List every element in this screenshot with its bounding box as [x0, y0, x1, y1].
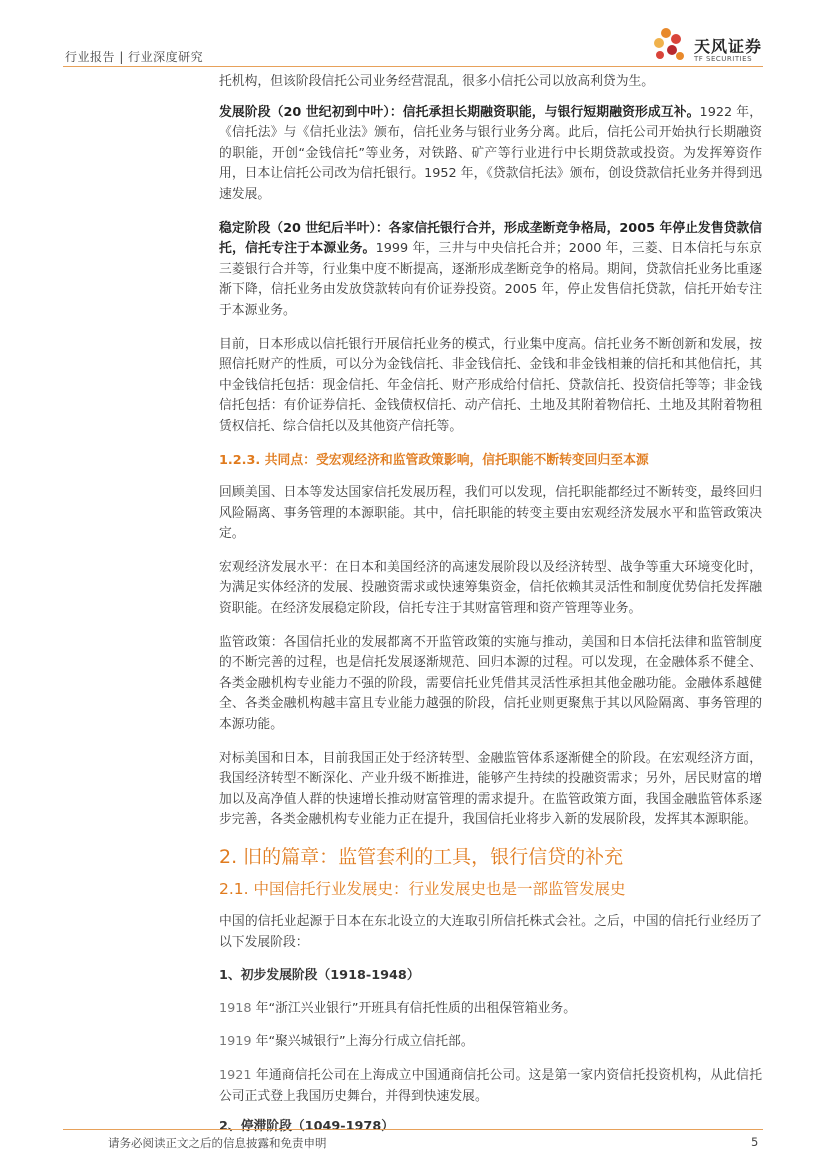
event-1918-year: 1918 — [219, 1000, 252, 1016]
footer-divider — [63, 1129, 763, 1130]
event-1919 — [219, 1032, 762, 1053]
logo-chinese-name: 天风证券 — [694, 37, 763, 56]
paragraph-development-stage — [219, 103, 762, 206]
paragraph-macro-economy: 宏观经济发展水平：在日本和美国经济的高速发展阶段以及经济转型、战争等重大环境变化时，为满足实体经济的发展、投融资需求或快速筹集资金，信托依赖其灵活性和制度优势信托发挥融资职能。在经济发展稳定阶段，信托专注于其财富管理和资产管理等业务。 — [219, 559, 762, 617]
report-breadcrumb: 行业报告 | 行业深度研究 — [65, 50, 204, 64]
logo-english-name: TF SECURITIES — [694, 55, 753, 63]
development-stage-text: 1922 年，《信托法》与《信托业法》颁布，信托业务与银行业务分离。此后，信托公司开始执行长期融资的职能，开创“金钱信托”等业务，对铁路、矿产等行业进行中长期贷款或投资。为发挥筹资作用，日本让信托公司改为信托银行。1952 年，《贷款信托法》颁布，创设贷款信托业务并得到迅速发展。 — [219, 104, 762, 202]
stable-stage-text: 1999 年，三井与中央信托合并；2000 年，三菱、日本信托与东京三菱银行合并等，行业集中度不断提高，逐渐形成垄断竞争的格局。期间，贷款信托业务比重逐渐下降，信托业务由发放贷款转向有价证券投资。2005 年，停止发售信托贷款，信托开始专注于本源业务。 — [219, 241, 762, 318]
disclaimer-note: 请务必阅读正文之后的信息披露和免责申明 — [108, 1136, 327, 1150]
development-stage-heading: 发展阶段（20 世纪初到中叶）：信托承担长期融资职能，与银行短期融资形成互补。 — [219, 104, 700, 120]
paragraph-review: 回顾美国、日本等发达国家信托发展历程，我们可以发现，信托职能都经过不断转变，最终回归风险隔离、事务管理的本源职能。其中，信托职能的转变主要由宏观经济发展水平和监管政策决定。 — [219, 485, 762, 542]
event-1919-text: 年“聚兴城银行”上海分行成立信托部。 — [251, 1034, 474, 1050]
paragraph-regulatory-policy: 监管政策：各国信托业的发展都离不开监管政策的实施与推动，美国和日本信托法律和监管制度的不断完善的过程，也是信托发展逐渐规范、回归本源的过程。可以发现，在金融体系不健全、各类金融机构专业能力不强的阶段，需要信托业凭借其灵活性承担其他金融功能。金融体系越健全、各类金融机构越丰富且专业能力越强的阶段，信托业则更聚焦于其以风险隔离、事务管理的本源功能。 — [219, 634, 762, 733]
report-body — [219, 72, 762, 1150]
event-1918 — [219, 999, 762, 1020]
event-1921-year: 1921 — [219, 1067, 252, 1083]
event-1921-text: 年通商信托公司在上海成立中国通商信托公司。这是第一家内资信托投资机构，从此信托公司正式登上我国历史舞台，并得到快速发展。 — [219, 1067, 762, 1104]
section-heading-2-1: 2.1. 中国信托行业发展史：行业发展史也是一部监管发展史 — [219, 880, 626, 898]
event-1921 — [219, 1066, 762, 1107]
section-heading-1-2-3: 1.2.3. 共同点：受宏观经济和监管政策影响，信托职能不断转变回归至本源 — [219, 452, 649, 468]
event-1918-text: 年“浙江兴业银行”开班具有信托性质的出租保管箱业务。 — [251, 1000, 577, 1016]
flower-logo-icon — [648, 22, 692, 68]
page-number: 5 — [751, 1135, 759, 1149]
event-1919-year: 1919 — [219, 1034, 252, 1050]
tf-securities-logo — [648, 22, 768, 70]
stage-1-heading: 1、初步发展阶段（1918-1948） — [219, 968, 420, 984]
paragraph-china-origin: 中国的信托业起源于日本在东北设立的大连取引所信托株式会社。之后，中国的信托行业经历了以下发展阶段： — [219, 914, 762, 950]
header-divider — [63, 66, 763, 67]
paragraph-continued: 托机构，但该阶段信托公司业务经营混乱，很多小信托公司以放高利贷为生。 — [219, 74, 655, 89]
stable-stage-heading: 稳定阶段（20 世纪后半叶）：各家信托银行合并，形成垄断竞争格局，2005 年停止发售贷款信托，信托专注于本源业务。 — [219, 220, 762, 257]
paragraph-benchmark-comparison: 对标美国和日本，目前我国正处于经济转型、金融监管体系逐渐健全的阶段。在宏观经济方面，我国经济转型不断深化、产业升级不断推进，能够产生持续的投融资需求；另外，居民财富的增加以及高净值人群的快速增长推动财富管理的需求提升。在监管政策方面，我国金融监管体系逐步完善，各类金融机构专业能力正在提升，我国信托业将步入新的发展阶段，发挥其本源职能。 — [219, 750, 762, 828]
paragraph-stable-stage — [219, 219, 762, 322]
section-heading-2: 2. 旧的篇章：监管套利的工具，银行信贷的补充 — [219, 846, 624, 868]
stage-2-heading: 2、停滞阶段（1049-1978） — [219, 1119, 395, 1135]
paragraph-japan-current: 目前，日本形成以信托银行开展信托业务的模式，行业集中度高。信托业务不断创新和发展，按照信托财产的性质，可以分为金钱信托、非金钱信托、金钱和非金钱相兼的信托和其他信托，其中金钱信托包括：现金信托、年金信托、财产形成给付信托、贷款信托、投资信托等等；非金钱信托包括：有价证券信托、金钱债权信托、动产信托、土地及其附着物信托、土地及其附着物租赁权信托、综合信托以及其他资产信托等。 — [219, 336, 762, 434]
